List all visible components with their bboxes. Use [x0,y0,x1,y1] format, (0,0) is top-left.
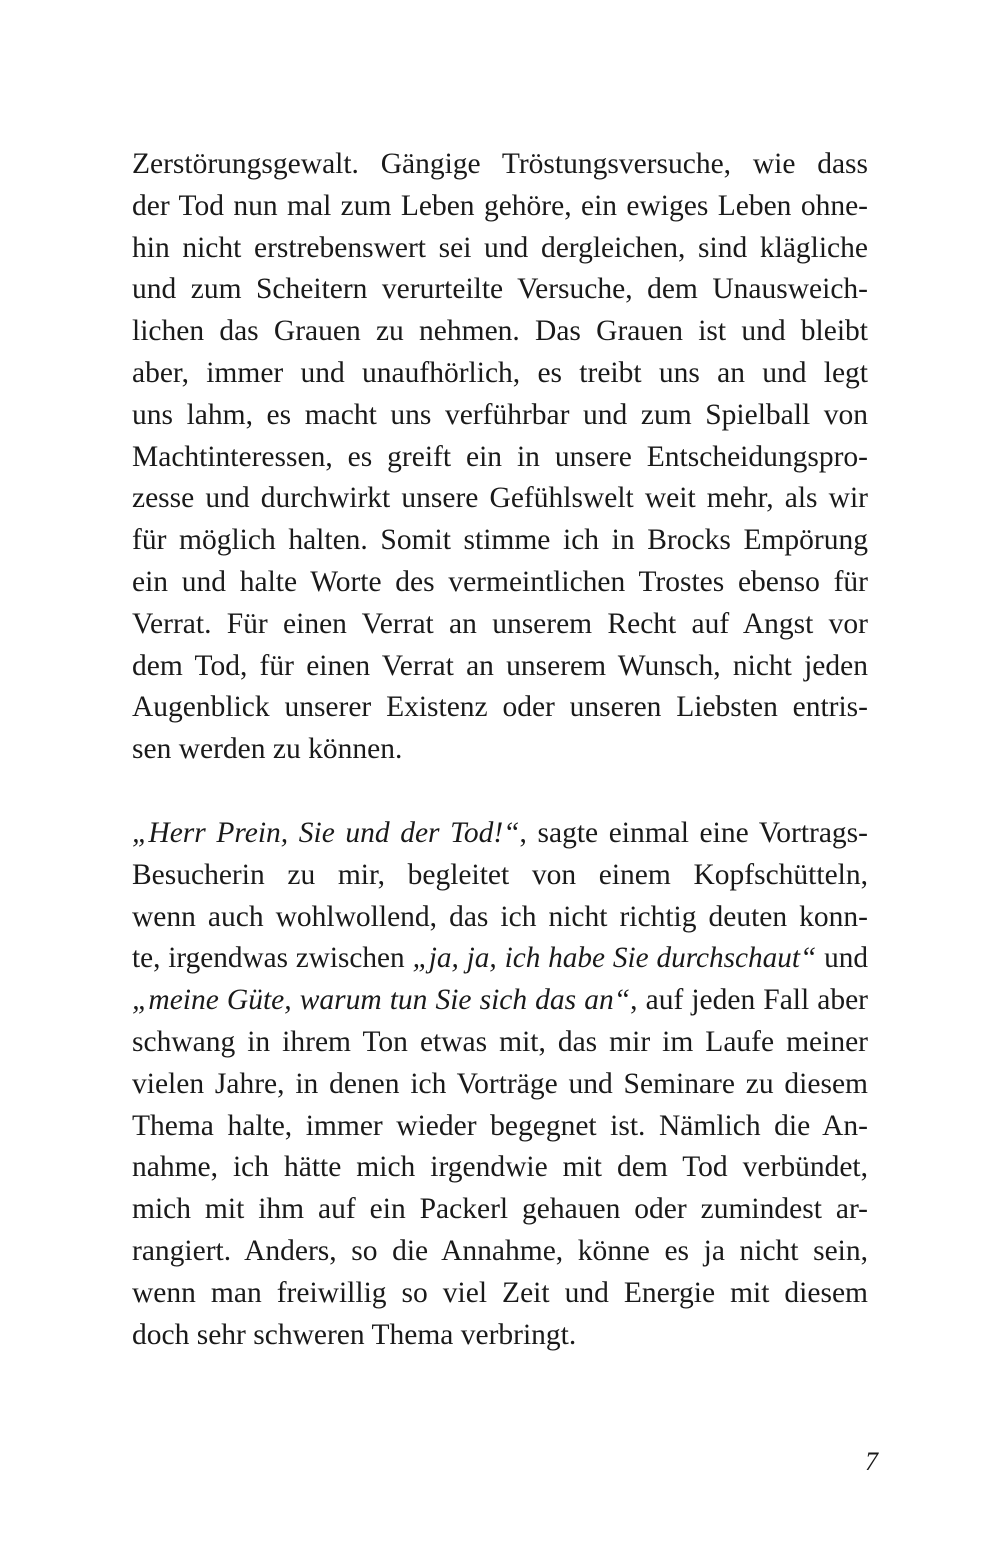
paragraph-line: der Tod nun mal zum Leben gehöre, ein ewiges Leben ohne- [132,189,868,222]
line-text: , sagte einmal eine Vortrags- [519,817,868,849]
paragraph-line: lichen das Grauen zu nehmen. Das Grauen ist und bleibt [132,315,868,348]
paragraph-line: Thema halte, immer wieder begegnet ist. Nämlich die An- [132,1109,868,1142]
paragraph-line: zesse und durchwirkt unsere Gefühlswelt weit mehr, als wir [132,482,868,515]
paragraph-line: dem Tod, für einen Verrat an unserem Wunsch, nicht jeden [132,649,868,682]
paragraph-line: mich mit ihm auf ein Packerl gehauen oder zumindest ar- [132,1193,868,1226]
paragraph-line: und zum Scheitern verurteilte Versuche, dem Unausweich- [132,273,868,306]
quote-italic: „meine Güte, warum tun Sie sich das an“ [132,984,631,1017]
paragraph-line: wenn man freiwillig so viel Zeit und Energie mit diesem [132,1276,868,1309]
paragraph-line: Verrat. Für einen Verrat an unserem Recht auf Angst vor [132,607,868,640]
paragraph-line [132,813,868,855]
paragraph-line: Augenblick unserer Existenz oder unseren Liebsten entris- [132,691,868,724]
paragraph-line: rangiert. Anders, so die Annahme, könne es ja nicht sein, [132,1234,868,1267]
paragraph-2 [132,813,868,1356]
quote-italic: „ja, ja, ich habe Sie durchschaut“ [412,942,817,975]
paragraph-line: Besucherin zu mir, begleitet von einem Kopfschütteln, [132,858,868,891]
page-number: 7 [865,1447,878,1476]
paragraph-line: sen werden zu können. [132,733,403,766]
line-text: , auf jeden Fall aber [630,984,869,1017]
paragraph-1 [132,144,868,771]
paragraph-line: nahme, ich hätte mich irgendwie mit dem Tod verbündet, [132,1151,868,1184]
paragraph-line: vielen Jahre, in denen ich Vorträge und Seminare zu diesem [132,1067,868,1100]
paragraph-line [132,980,868,1022]
quote-italic: „Herr Prein, Sie und der Tod!“ [132,817,520,849]
paragraph-line: uns lahm, es macht uns verführbar und zum Spielball von [132,398,868,431]
paragraph-line: aber, immer und unaufhörlich, es treibt uns an und legt [132,356,868,389]
paragraph-line: für möglich halten. Somit stimme ich in Brocks Empörung [132,524,868,557]
line-text: te, irgendwas zwischen [132,942,413,975]
paragraph-line: doch sehr schweren Thema verbringt. [132,1318,577,1351]
paragraph-line: wenn auch wohlwollend, das ich nicht richtig deuten konn- [132,900,868,933]
paragraph-line: ein und halte Worte des vermeintlichen Trostes ebenso für [132,565,868,598]
paragraph-line: schwang in ihrem Ton etwas mit, das mir im Laufe meiner [132,1025,868,1058]
paragraph-line: Machtinteressen, es greift ein in unsere Entscheidungspro- [132,440,868,473]
paragraph-line: hin nicht erstrebenswert sei und dergleichen, sind klägliche [132,231,868,264]
paragraph-line [132,938,868,980]
paragraph-line: Zerstörungsgewalt. Gängige Tröstungsversuche, wie dass [132,148,868,180]
line-text: und [816,942,869,975]
